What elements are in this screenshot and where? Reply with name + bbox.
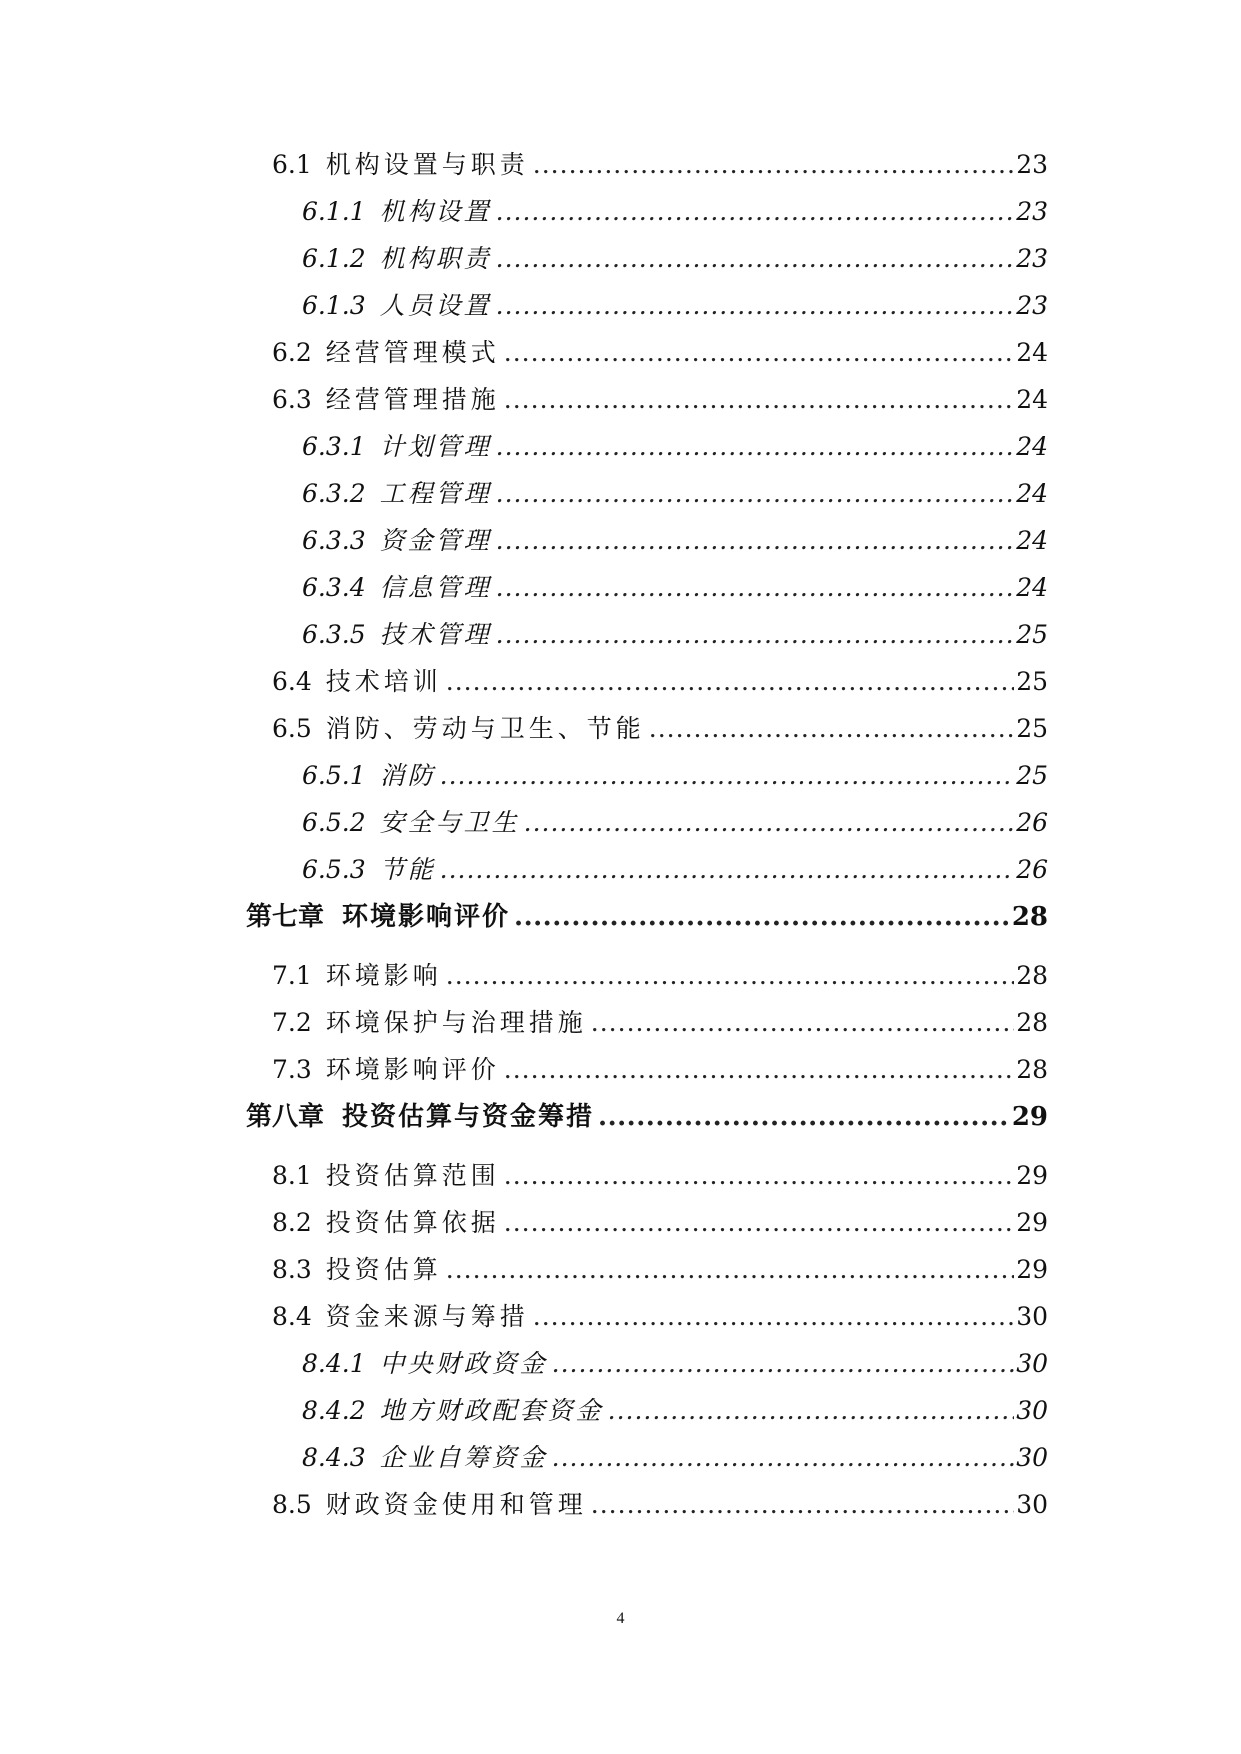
toc-dot-leader: [591, 1006, 1014, 1040]
toc-entry-number: 8.4.3: [302, 1443, 366, 1472]
toc-entry-page-number: 30: [1016, 1349, 1048, 1378]
toc-entry[interactable]: [0, 571, 1048, 605]
toc-entry[interactable]: [0, 1053, 1048, 1087]
toc-entry-number: 7.2: [272, 1008, 312, 1037]
table-of-contents: [0, 148, 1241, 1535]
toc-entry-number: 第七章: [246, 902, 325, 932]
toc-entry-title: 资金来源与筹措: [325, 1302, 529, 1331]
toc-entry-title: 投资估算依据: [325, 1208, 500, 1237]
toc-entry-title: 机构设置与职责: [325, 150, 529, 179]
toc-entry-number: 8.4.2: [302, 1396, 366, 1425]
toc-dot-leader: [496, 242, 1015, 276]
toc-entry-number: 6.5: [272, 714, 312, 743]
toc-entry-title: 计划管理: [379, 432, 492, 461]
toc-entry-number: 6.2: [272, 338, 312, 367]
toc-entry-page-number: 30: [1016, 1396, 1048, 1425]
toc-entry-page-number: 23: [1016, 244, 1048, 273]
toc-entry-title: 经营管理模式: [325, 338, 500, 367]
toc-entry-title: 技术管理: [379, 620, 492, 649]
toc-entry[interactable]: [0, 1394, 1048, 1428]
toc-entry-title: 消防: [379, 761, 436, 790]
toc-entry[interactable]: [0, 806, 1048, 840]
toc-entry-page-number: 25: [1016, 761, 1048, 790]
toc-entry-page-number: 23: [1016, 291, 1048, 320]
toc-entry[interactable]: [0, 1159, 1048, 1193]
toc-entry-number: 6.3.5: [302, 620, 366, 649]
toc-entry[interactable]: [0, 289, 1048, 323]
toc-entry-page-number: 24: [1016, 338, 1048, 367]
toc-dot-leader: [533, 148, 1014, 182]
toc-entry-title: 节能: [379, 855, 436, 884]
toc-entry-number: 第八章: [246, 1102, 325, 1132]
toc-entry-number: 8.2: [272, 1208, 312, 1237]
toc-entry-number: 6.3.1: [302, 432, 366, 461]
toc-entry-page-number: 29: [1016, 1255, 1048, 1284]
toc-chapter-entry[interactable]: [0, 1100, 1048, 1134]
toc-entry-number: 6.1.3: [302, 291, 366, 320]
toc-entry-page-number: 24: [1016, 573, 1048, 602]
toc-entry-title: 技术培训: [325, 667, 442, 696]
toc-entry[interactable]: [0, 1347, 1048, 1381]
toc-dot-leader: [446, 959, 1014, 993]
toc-dot-leader: [552, 1441, 1015, 1475]
toc-dot-leader: [446, 1253, 1014, 1287]
toc-dot-leader: [440, 853, 1015, 887]
toc-dot-leader: [496, 195, 1015, 229]
toc-entry-page-number: 25: [1016, 714, 1048, 743]
toc-dot-leader: [496, 524, 1015, 558]
toc-entry-title: 投资估算与资金筹措: [342, 1102, 595, 1132]
toc-dot-leader: [504, 1159, 1014, 1193]
toc-entry[interactable]: [0, 618, 1048, 652]
toc-entry-page-number: 28: [1011, 902, 1048, 932]
toc-dot-leader: [591, 1488, 1014, 1522]
toc-entry[interactable]: [0, 1488, 1048, 1522]
toc-entry[interactable]: [0, 1006, 1048, 1040]
toc-dot-leader: [649, 712, 1014, 746]
toc-entry-title: 工程管理: [379, 479, 492, 508]
toc-entry-page-number: 29: [1016, 1208, 1048, 1237]
toc-entry-title: 安全与卫生: [379, 808, 520, 837]
toc-entry-number: 6.3.3: [302, 526, 366, 555]
toc-dot-leader: [504, 383, 1014, 417]
toc-entry[interactable]: [0, 959, 1048, 993]
toc-dot-leader: [496, 289, 1015, 323]
toc-entry-page-number: 23: [1016, 197, 1048, 226]
toc-dot-leader: [440, 759, 1015, 793]
toc-entry[interactable]: [0, 477, 1048, 511]
toc-entry-title: 中央财政资金: [379, 1349, 548, 1378]
toc-entry[interactable]: [0, 383, 1048, 417]
toc-dot-leader: [598, 1100, 1010, 1134]
toc-entry-title: 环境影响评价: [325, 1055, 500, 1084]
toc-chapter-entry[interactable]: [0, 900, 1048, 934]
toc-entry-title: 环境影响: [325, 961, 442, 990]
toc-entry-title: 环境保护与治理措施: [325, 1008, 587, 1037]
toc-entry-number: 6.1.2: [302, 244, 366, 273]
toc-entry[interactable]: [0, 336, 1048, 370]
toc-entry-page-number: 26: [1016, 808, 1048, 837]
toc-entry-number: 6.1: [272, 150, 312, 179]
toc-entry[interactable]: [0, 148, 1048, 182]
toc-entry-title: 环境影响评价: [342, 902, 511, 932]
toc-dot-leader: [504, 336, 1014, 370]
toc-entry-title: 机构设置: [379, 197, 492, 226]
toc-entry-page-number: 26: [1016, 855, 1048, 884]
toc-entry-title: 企业自筹资金: [379, 1443, 548, 1472]
toc-entry[interactable]: [0, 665, 1048, 699]
toc-entry-number: 6.4: [272, 667, 312, 696]
toc-entry-title: 投资估算范围: [325, 1161, 500, 1190]
toc-entry-number: 6.5.3: [302, 855, 366, 884]
toc-dot-leader: [496, 430, 1015, 464]
toc-entry-number: 7.1: [272, 961, 312, 990]
toc-entry-page-number: 25: [1016, 620, 1048, 649]
toc-entry-title: 地方财政配套资金: [379, 1396, 604, 1425]
toc-entry-page-number: 28: [1016, 1055, 1048, 1084]
toc-dot-leader: [504, 1053, 1014, 1087]
toc-entry-page-number: 28: [1016, 961, 1048, 990]
toc-entry-page-number: 24: [1016, 526, 1048, 555]
toc-entry-page-number: 30: [1016, 1302, 1048, 1331]
toc-entry-title: 投资估算: [325, 1255, 442, 1284]
toc-dot-leader: [496, 477, 1015, 511]
toc-dot-leader: [504, 1206, 1014, 1240]
toc-entry-page-number: 23: [1016, 150, 1048, 179]
toc-entry-page-number: 30: [1016, 1490, 1048, 1519]
toc-entry-page-number: 25: [1016, 667, 1048, 696]
toc-dot-leader: [524, 806, 1015, 840]
toc-entry-page-number: 30: [1016, 1443, 1048, 1472]
toc-entry-title: 人员设置: [379, 291, 492, 320]
toc-entry-number: 6.3.2: [302, 479, 366, 508]
toc-entry-title: 信息管理: [379, 573, 492, 602]
toc-entry-title: 经营管理措施: [325, 385, 500, 414]
toc-entry[interactable]: [0, 759, 1048, 793]
toc-entry[interactable]: [0, 1206, 1048, 1240]
toc-entry-page-number: 29: [1011, 1102, 1048, 1132]
toc-entry[interactable]: [0, 524, 1048, 558]
toc-entry-number: 8.5: [272, 1490, 312, 1519]
toc-entry-title: 消防、劳动与卫生、节能: [325, 714, 645, 743]
toc-entry-page-number: 24: [1016, 479, 1048, 508]
toc-entry[interactable]: [0, 712, 1048, 746]
toc-entry-title: 资金管理: [379, 526, 492, 555]
toc-entry-title: 财政资金使用和管理: [325, 1490, 587, 1519]
toc-entry[interactable]: [0, 1253, 1048, 1287]
toc-dot-leader: [608, 1394, 1015, 1428]
toc-dot-leader: [514, 900, 1010, 934]
toc-entry-page-number: 24: [1016, 432, 1048, 461]
toc-dot-leader: [533, 1300, 1014, 1334]
toc-entry-number: 7.3: [272, 1055, 312, 1084]
toc-entry-page-number: 28: [1016, 1008, 1048, 1037]
toc-entry-number: 6.1.1: [302, 197, 366, 226]
toc-entry-number: 8.4: [272, 1302, 312, 1331]
toc-entry-page-number: 24: [1016, 385, 1048, 414]
toc-entry-number: 8.3: [272, 1255, 312, 1284]
toc-entry-number: 8.4.1: [302, 1349, 366, 1378]
toc-entry[interactable]: [0, 1441, 1048, 1475]
toc-entry[interactable]: [0, 242, 1048, 276]
toc-dot-leader: [446, 665, 1014, 699]
toc-entry[interactable]: [0, 853, 1048, 887]
toc-dot-leader: [496, 571, 1015, 605]
toc-dot-leader: [496, 618, 1015, 652]
toc-entry-page-number: 29: [1016, 1161, 1048, 1190]
toc-entry-title: 机构职责: [379, 244, 492, 273]
toc-entry[interactable]: [0, 430, 1048, 464]
toc-entry-number: 6.3.4: [302, 573, 366, 602]
toc-entry-number: 8.1: [272, 1161, 312, 1190]
toc-entry[interactable]: [0, 1300, 1048, 1334]
toc-entry[interactable]: [0, 195, 1048, 229]
toc-entry-number: 6.5.2: [302, 808, 366, 837]
page-number: 4: [616, 1610, 625, 1627]
toc-entry-number: 6.3: [272, 385, 312, 414]
toc-entry-number: 6.5.1: [302, 761, 366, 790]
toc-dot-leader: [552, 1347, 1015, 1381]
